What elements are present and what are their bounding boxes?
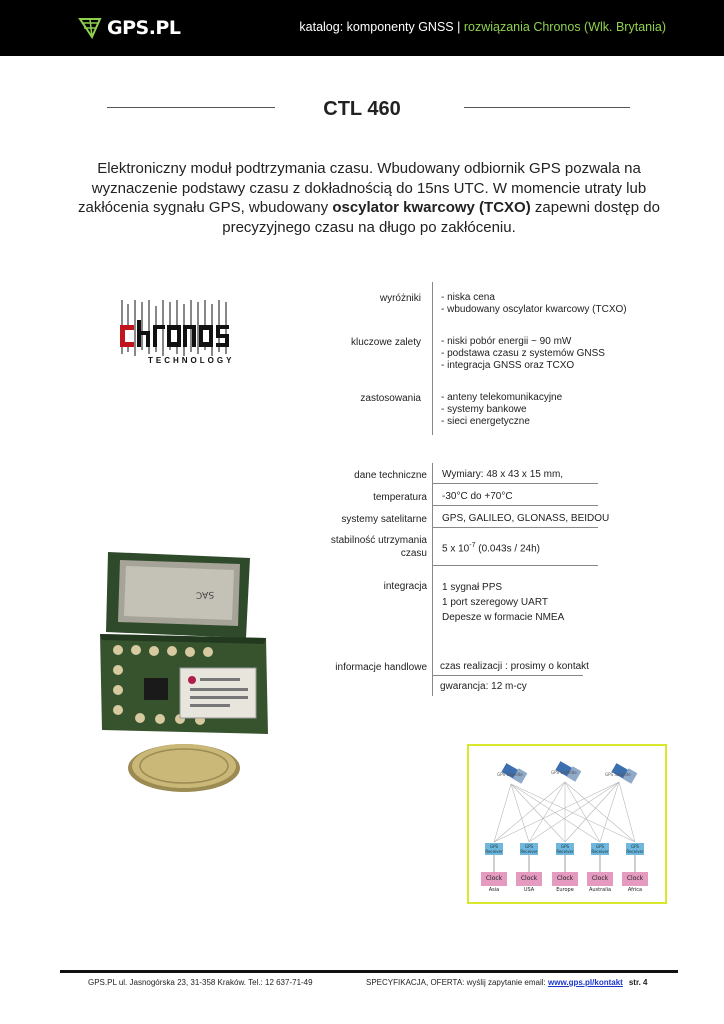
receiver-label: GPS Receiver bbox=[520, 844, 538, 854]
clock-label: Clock bbox=[626, 875, 644, 882]
feature-line: - integracja GNSS oraz TCXO bbox=[441, 360, 575, 372]
row-divider bbox=[433, 505, 598, 506]
solutions-link[interactable]: rozwiązania Chronos (Wlk. Brytania) bbox=[463, 20, 666, 34]
receiver-label: GPS Receiver bbox=[485, 844, 503, 854]
chronos-logo bbox=[118, 298, 235, 368]
svg-text:SAC: SAC bbox=[195, 588, 215, 600]
label-integracja: integracja bbox=[383, 581, 427, 592]
value-kluczowe-zalety bbox=[441, 336, 605, 373]
label-zastosowania: zastosowania bbox=[360, 393, 421, 404]
label-stabilnosc-line2: czasu bbox=[400, 548, 427, 559]
catalog-link[interactable]: katalog: komponenty GNSS | bbox=[299, 20, 461, 34]
value-czas-realizacji: czas realizacji : prosimy o kontakt bbox=[440, 661, 589, 672]
value-temperatura: -30°C do +70°C bbox=[442, 491, 513, 502]
footer-contact bbox=[366, 978, 648, 987]
intro-text-1: Elektroniczny moduł podtrzymania czasu. Wbudowany odbiornik GPS pozwala na wyznaczenie podstawy czasu z dokładnością do 15ns UTC. W momencie utraty lub zakłócenia sygnału GPS, wbudowany bbox=[78, 160, 647, 216]
header-nav bbox=[299, 20, 666, 34]
gps-module-image bbox=[100, 538, 270, 796]
chronos-subtitle: TECHNOLOGY bbox=[148, 356, 235, 365]
value-gwarancja: gwarancja: 12 m-cy bbox=[440, 681, 527, 692]
clock-label: Clock bbox=[556, 875, 574, 882]
intro-text-2: zapewni dostęp do precyzyjnego czasu na długo po zakłóceniu. bbox=[222, 199, 660, 236]
intro-paragraph bbox=[58, 159, 680, 237]
integ-line: Depesze w formacie NMEA bbox=[442, 612, 565, 623]
label-informacje-handlowe: informacje handlowe bbox=[335, 662, 427, 673]
label-stabilnosc-line1: stabilność utrzymania bbox=[330, 535, 427, 546]
footer-spec-text: SPECYFIKACJA, OFERTA: wyślij zapytanie email: bbox=[366, 978, 546, 987]
value-systemy-satelitarne: GPS, GALILEO, GLONASS, BEIDOU bbox=[442, 513, 610, 524]
page-number: str. 4 bbox=[628, 978, 648, 987]
label-temperatura: temperatura bbox=[373, 492, 427, 503]
row-divider bbox=[433, 527, 598, 528]
diagram-labels bbox=[469, 746, 665, 902]
footer-rule bbox=[60, 970, 678, 973]
region-label: Australia bbox=[588, 887, 612, 893]
logo-text: GPS.PL bbox=[107, 17, 181, 39]
gps-logo[interactable] bbox=[78, 14, 180, 42]
feature-line: - anteny telekomunikacyjne bbox=[441, 392, 563, 403]
receiver-label: GPS Receiver bbox=[591, 844, 609, 854]
clock-label: Clock bbox=[520, 875, 538, 882]
stab-exp: -7 bbox=[469, 542, 476, 549]
feature-line: - systemy bankowe bbox=[441, 404, 527, 416]
label-systemy-satelitarne: systemy satelitarne bbox=[341, 514, 427, 525]
stab-base: 5 x 10 bbox=[442, 543, 470, 555]
integ-line: 1 sygnał PPS bbox=[442, 582, 503, 593]
region-label: USA bbox=[523, 887, 535, 893]
satellite-dish-icon bbox=[78, 17, 104, 39]
clock-label: Clock bbox=[485, 875, 503, 882]
tech-divider bbox=[432, 463, 433, 696]
contact-link[interactable]: www.gps.pl/kontakt bbox=[548, 978, 623, 987]
satellite-label: GPS Satellite bbox=[497, 772, 523, 777]
label-dane-techniczne: dane techniczne bbox=[354, 470, 427, 481]
region-label: Africa bbox=[627, 887, 643, 893]
value-stabilnosc bbox=[442, 540, 540, 556]
label-stabilnosc bbox=[257, 534, 427, 560]
feature-line: - niska cena bbox=[441, 292, 495, 303]
page-title: CTL 460 bbox=[323, 98, 401, 120]
row-divider bbox=[433, 483, 598, 484]
row-divider bbox=[433, 565, 598, 566]
feature-line: - sieci energetyczne bbox=[441, 416, 530, 428]
title-rule-right bbox=[464, 107, 630, 108]
label-kluczowe-zalety: kluczowe zalety bbox=[350, 337, 421, 348]
feature-line: - podstawa czasu z systemów GNSS bbox=[441, 348, 605, 360]
clock-label: Clock bbox=[591, 875, 609, 882]
product-photo bbox=[100, 538, 270, 796]
satellite-label: GPS Satellite bbox=[551, 770, 577, 775]
value-integracja bbox=[442, 580, 564, 625]
region-label: Europe bbox=[556, 887, 574, 893]
label-wyrozniki: wyróżniki bbox=[379, 293, 421, 304]
features-divider bbox=[432, 282, 433, 435]
stab-rest: (0.043s / 24h) bbox=[475, 543, 540, 555]
row-divider bbox=[433, 675, 583, 676]
satellite-label: GPS Satellite bbox=[605, 772, 631, 777]
gps-distribution-diagram bbox=[467, 744, 667, 904]
receiver-label: GPS Receiver bbox=[556, 844, 574, 854]
value-wyrozniki bbox=[441, 292, 627, 316]
feature-line: - wbudowany oscylator kwarcowy (TCXO) bbox=[441, 304, 627, 316]
footer-address: GPS.PL ul. Jasnogórska 23, 31-358 Kraków. Tel.: 12 637-71-49 bbox=[88, 978, 313, 987]
intro-text-bold: oscylator kwarcowy (TCXO) bbox=[332, 199, 531, 216]
feature-line: - niski pobór energii ~ 90 mW bbox=[441, 336, 572, 347]
value-dane-techniczne: Wymiary: 48 x 43 x 15 mm, bbox=[442, 469, 564, 480]
integ-line: 1 port szeregowy UART bbox=[442, 597, 548, 608]
receiver-label: GPS Receiver bbox=[626, 844, 644, 854]
region-label: Asia bbox=[488, 887, 500, 893]
value-zastosowania bbox=[441, 392, 562, 429]
